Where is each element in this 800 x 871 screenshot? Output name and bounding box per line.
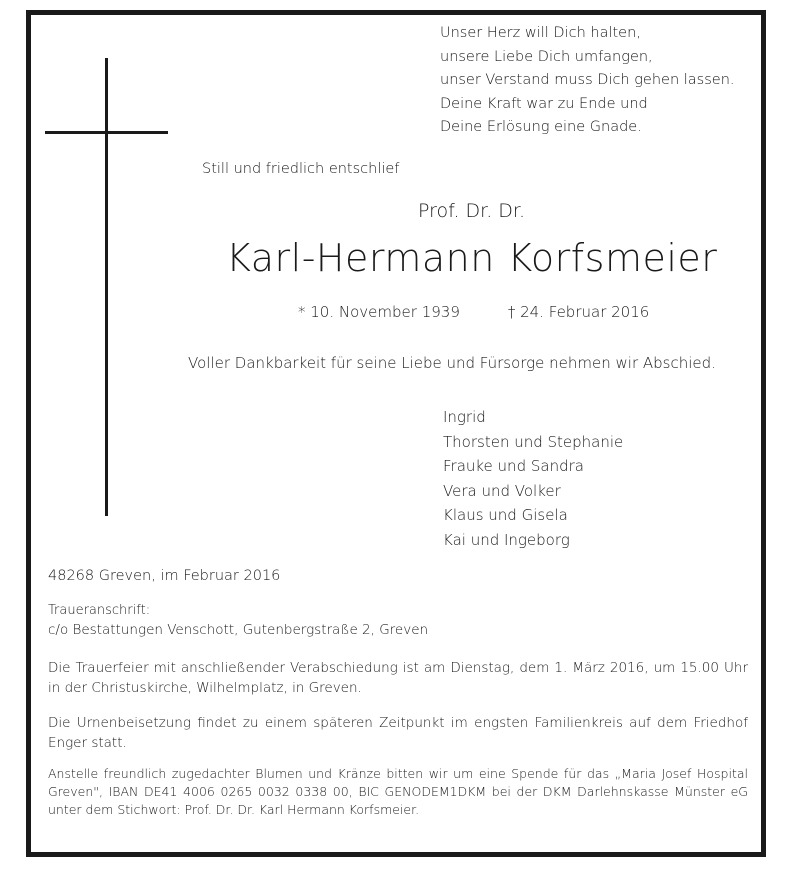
place-date: 48268 Greven, im Februar 2016 (48, 568, 281, 584)
poem-line: Deine Kraft war zu Ende und (440, 95, 648, 112)
poem-line: unser Verstand muss Dich gehen lassen. (440, 72, 735, 88)
address-label: Traueranschrift: (48, 603, 151, 618)
family-member: Klaus und Gisela (443, 506, 568, 524)
birth-date: * 10. November 1939 (298, 303, 460, 321)
death-date: † 24. Februar 2016 (507, 303, 650, 321)
poem-line: Deine Erlösung eine Gnade. (440, 119, 642, 135)
life-dates (298, 303, 649, 321)
family-member: Thorsten und Stephanie (443, 432, 624, 451)
poem-line: Unser Herz will Dich halten, (440, 25, 641, 41)
family-member: Vera und Volker (443, 481, 561, 500)
intro-text: Still und friedlich entschlief (202, 161, 400, 177)
funeral-service-paragraph: Die Trauerfeier mit anschließender Verabschiedung ist am Dienstag, dem 1. März 2016, um 15.00 Uhr in der Christuskirche, Wilhelmplatz, in Greven. (48, 660, 748, 696)
cross-icon-vertical (105, 58, 108, 516)
burial-paragraph: Die Urnenbeisetzung findet zu einem späteren Zeitpunkt im engsten Familienkreis auf dem Friedhof Enger statt. (48, 715, 748, 751)
family-member: Kai und Ingeborg (443, 530, 570, 549)
deceased-name: Karl-Hermann Korfsmeier (226, 236, 718, 280)
mourning-address: c/o Bestattungen Venschott, Gutenbergstraße 2, Greven (48, 622, 429, 638)
poem-line: unsere Liebe Dich umfangen, (440, 48, 653, 65)
family-member: Ingrid (443, 408, 486, 426)
family-list (443, 405, 623, 552)
cross-icon-horizontal (45, 131, 168, 134)
farewell-text: Voller Dankbarkeit für seine Liebe und Fürsorge nehmen wir Abschied. (188, 354, 716, 372)
family-member: Frauke und Sandra (443, 457, 584, 475)
donation-paragraph: Anstelle freundlich zugedachter Blumen und Kränze bitten wir um eine Spende für das „Maria Josef Hospital Greven", IBAN DE41 4006 0265 0032 0338 00, BIC GENODEM1DKM bei der DKM Darlehnskasse Münster eG unter dem Stichwort: Prof. Dr. Dr. Karl Hermann Korfsmeier. (48, 766, 748, 817)
poem (440, 22, 735, 140)
academic-title: Prof. Dr. Dr. (418, 200, 526, 222)
